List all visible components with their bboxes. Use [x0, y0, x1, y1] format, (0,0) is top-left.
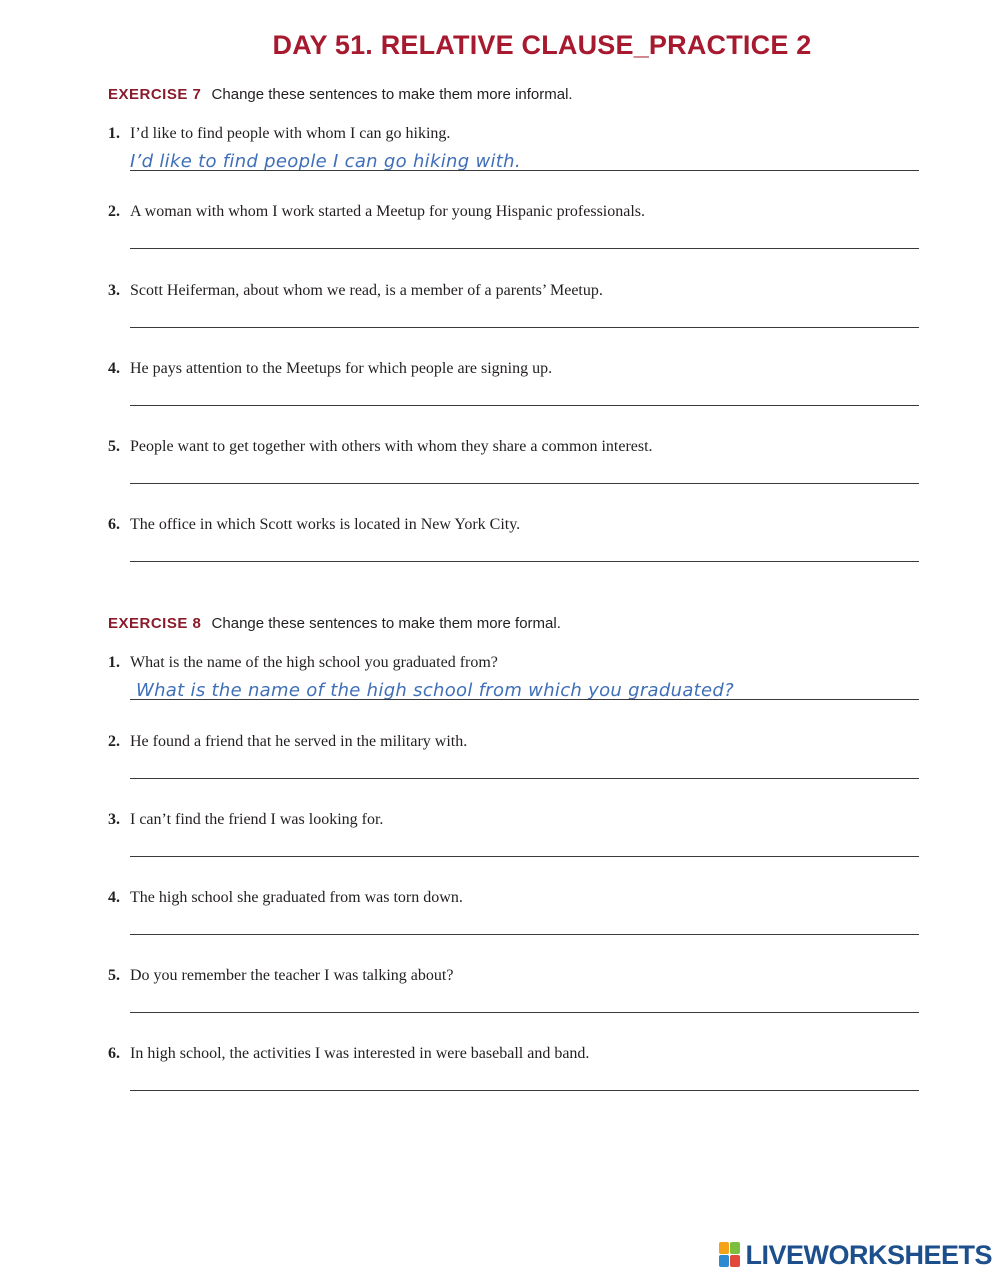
item-sentence: I can’t find the friend I was looking for.	[130, 811, 384, 828]
exercise-7-label: EXERCISE 7	[108, 86, 202, 103]
item-number: 2.	[108, 203, 120, 220]
item-sentence: The high school she graduated from was torn down.	[130, 889, 463, 906]
exercise-8-item-1	[108, 654, 919, 724]
answer-line	[130, 405, 919, 406]
exercise-8-item-6	[108, 1045, 919, 1115]
item-sentence: People want to get together with others with whom they share a common interest.	[130, 438, 653, 455]
item-number: 3.	[108, 282, 120, 299]
exercise-7-item-1	[108, 125, 919, 195]
item-sentence: In high school, the activities I was interested in were baseball and band.	[130, 1045, 590, 1062]
item-sentence: Scott Heiferman, about whom we read, is a member of a parents’ Meetup.	[130, 282, 603, 299]
item-number: 2.	[108, 733, 120, 750]
item-number: 6.	[108, 1045, 120, 1062]
answer-line	[130, 248, 919, 249]
exercise-8-header	[108, 615, 561, 632]
logo-mark-icon	[719, 1242, 741, 1268]
answer-field[interactable]: What is the name of the high school from which you graduated?	[136, 680, 734, 701]
answer-line	[130, 170, 919, 171]
exercise-7-item-4	[108, 360, 919, 430]
exercise-7-item-2	[108, 203, 919, 273]
answer-line	[130, 561, 919, 562]
answer-line	[130, 483, 919, 484]
answer-line	[130, 856, 919, 857]
item-sentence: What is the name of the high school you graduated from?	[130, 654, 498, 671]
logo-text: LIVEWORKSHEETS	[745, 1239, 992, 1270]
exercise-8-item-4	[108, 889, 919, 959]
exercise-7-item-6	[108, 516, 919, 586]
answer-line	[130, 327, 919, 328]
item-number: 1.	[108, 125, 120, 142]
exercise-8-label: EXERCISE 8	[108, 615, 202, 632]
exercise-7-header	[108, 86, 573, 103]
item-number: 6.	[108, 516, 120, 533]
answer-line	[130, 778, 919, 779]
exercise-7-instruction: Change these sentences to make them more informal.	[211, 86, 573, 103]
answer-line	[130, 699, 919, 700]
item-sentence: The office in which Scott works is located in New York City.	[130, 516, 521, 533]
answer-field[interactable]: I’d like to find people I can go hiking with.	[130, 151, 521, 172]
item-sentence: I’d like to find people with whom I can go hiking.	[130, 125, 451, 142]
item-sentence: Do you remember the teacher I was talking about?	[130, 967, 454, 984]
item-number: 5.	[108, 438, 120, 455]
page-title: DAY 51. RELATIVE CLAUSE_PRACTICE 2	[272, 30, 812, 60]
exercise-7-item-5	[108, 438, 919, 508]
item-number: 3.	[108, 811, 120, 828]
item-sentence: He pays attention to the Meetups for which people are signing up.	[130, 360, 553, 377]
exercise-8-instruction: Change these sentences to make them more formal.	[211, 615, 561, 632]
answer-line	[130, 934, 919, 935]
item-number: 4.	[108, 889, 120, 906]
item-sentence: A woman with whom I work started a Meetup for young Hispanic professionals.	[130, 203, 646, 220]
item-number: 5.	[108, 967, 120, 984]
answer-line	[130, 1090, 919, 1091]
exercise-8-item-2	[108, 733, 919, 803]
exercise-7-item-3	[108, 282, 919, 352]
item-sentence: He found a friend that he served in the military with.	[130, 733, 468, 750]
item-number: 1.	[108, 654, 120, 671]
liveworksheets-logo[interactable]	[719, 1240, 992, 1270]
exercise-8-item-5	[108, 967, 919, 1037]
answer-line	[130, 1012, 919, 1013]
item-number: 4.	[108, 360, 120, 377]
exercise-8-item-3	[108, 811, 919, 881]
